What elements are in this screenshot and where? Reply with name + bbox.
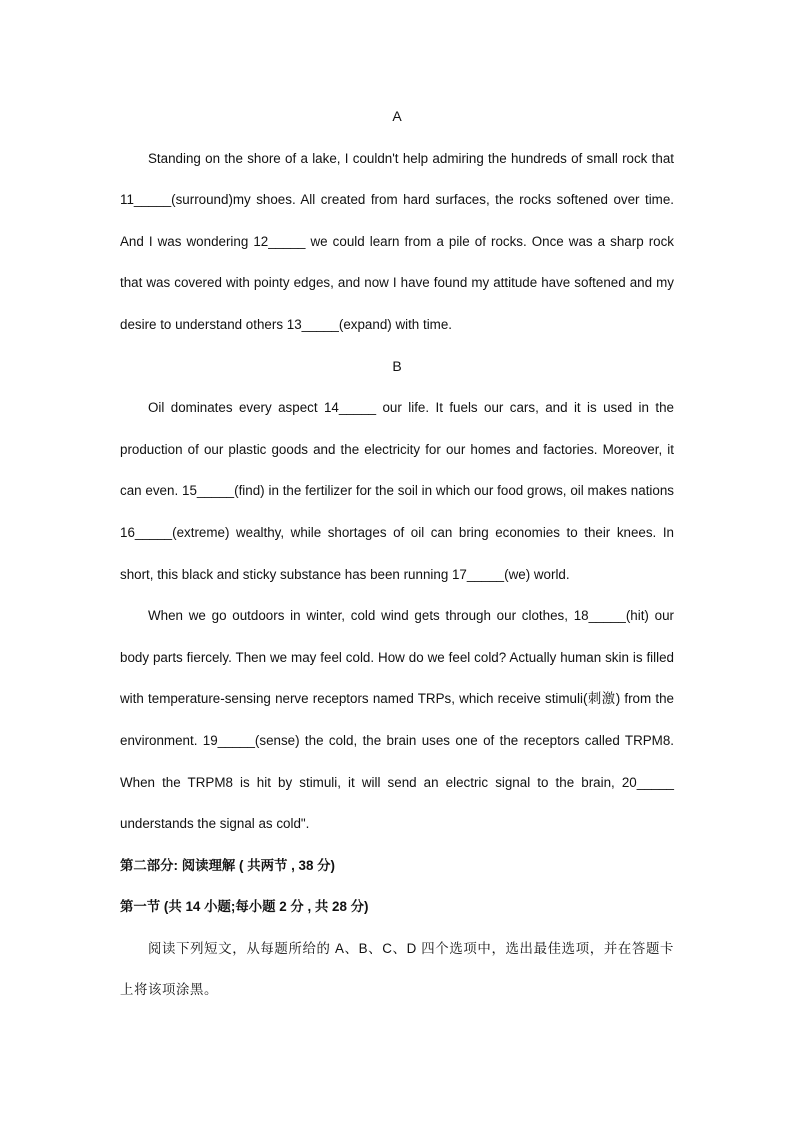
section-a-paragraph-1: Standing on the shore of a lake, I couldn't help admiring the hundreds of small rock that 11_____(surround)my shoes. All created from hard surfaces, the rocks softened over time. And I was wondering 12_____ we could learn from a pile of rocks. Once was a sharp rock that was covered with pointy edges, and now I have found my attitude have softened and my desire to understand others 13_____(expand) with time.	[120, 150, 674, 332]
document-page	[120, 96, 674, 1011]
reading-instruction: 阅读下列短文，从每题所给的 A、B、C、D 四个选项中，选出最佳选项，并在答题卡上将该项涂黑。	[120, 940, 674, 998]
part-two-heading: 第二部分: 阅读理解 ( 共两节 , 38 分)	[120, 857, 336, 873]
section-b-title: B	[392, 357, 402, 374]
subsection-one-heading: 第一节 (共 14 小题;每小题 2 分 , 共 28 分)	[120, 899, 369, 915]
section-b-paragraph-1: Oil dominates every aspect 14_____ our life. It fuels our cars, and it is used in the production of our plastic goods and the electricity for our homes and factories. Moreover, it can even. 15_____(find) in the fertilizer for the soil in which our food grows, oil makes nations 16_____(extreme) wealthy, while shortages of oil can bring economies to their knees. In short, this black and sticky substance has been running 17_____(we) world.	[120, 400, 674, 582]
section-b-paragraph-2: When we go outdoors in winter, cold wind gets through our clothes, 18_____(hit) our body parts fiercely. Then we may feel cold. How do we feel cold? Actually human skin is filled with temperature-sensing nerve receptors named TRPs, which receive stimuli(刺激) from the environment. 19_____(sense) the cold, the brain uses one of the receptors called TRPM8. When the TRPM8 is hit by stimuli, it will send an electric signal to the brain, 20_____ understands the signal as cold".	[120, 608, 674, 832]
section-a-title: A	[392, 108, 402, 124]
